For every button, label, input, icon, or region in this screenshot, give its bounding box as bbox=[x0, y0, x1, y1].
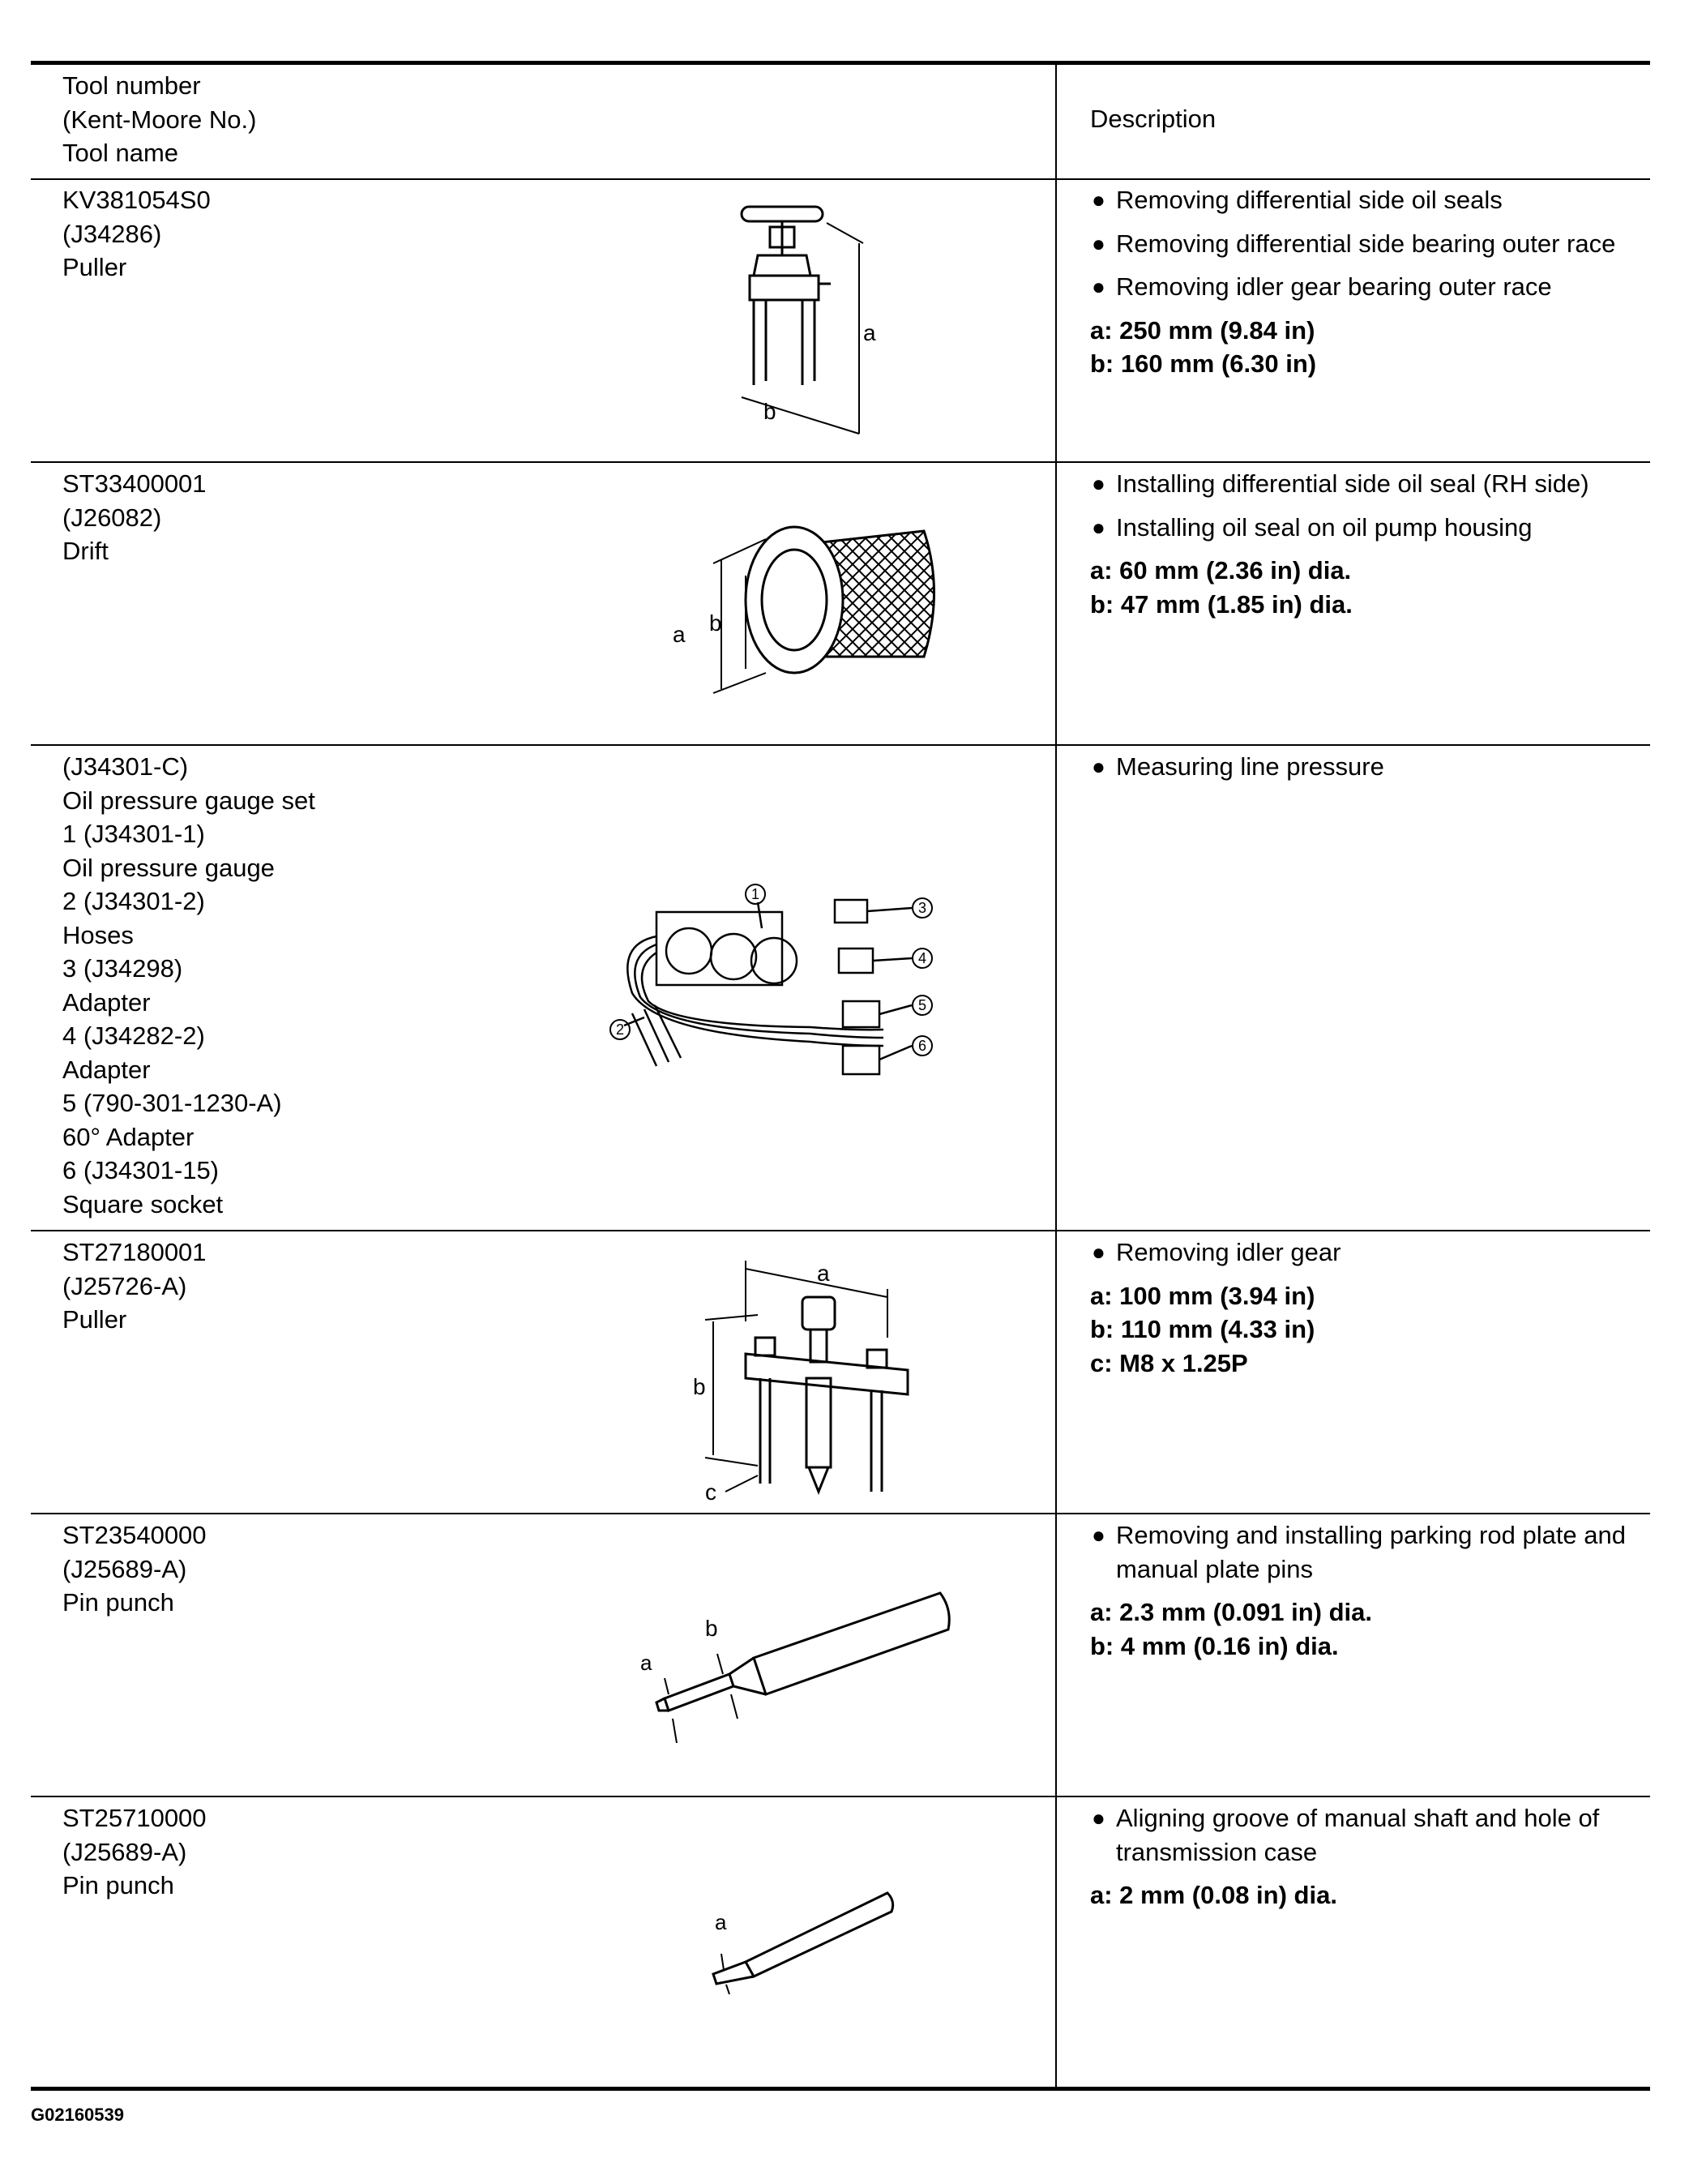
row3-tool-info bbox=[62, 750, 315, 1221]
pin-punch-illustration bbox=[632, 1573, 973, 1743]
description-bullet: ● Removing differential side oil seals bbox=[1092, 186, 1503, 214]
figure-label: 6 bbox=[917, 1038, 927, 1054]
row1-tool-info bbox=[62, 183, 211, 285]
description-bullet: ● Installing differential side oil seal (RH side) bbox=[1092, 469, 1589, 498]
description-bullet: ● Aligning groove of manual shaft and hole of transmission case bbox=[1092, 1804, 1600, 1866]
row5-description bbox=[1090, 1518, 1641, 1663]
figure-label: 1 bbox=[750, 886, 760, 902]
component-name: Square socket bbox=[62, 1189, 224, 1218]
table-top-rule bbox=[31, 61, 1650, 65]
figure-label: a bbox=[673, 622, 686, 647]
kent-moore-number: (J26082) bbox=[62, 503, 162, 532]
row6-tool-info bbox=[62, 1801, 207, 1903]
figure-label: a bbox=[863, 320, 876, 345]
figure-label: 2 bbox=[615, 1021, 625, 1038]
puller-illustration bbox=[721, 199, 883, 442]
row-divider bbox=[31, 1796, 1650, 1797]
figure-label: a bbox=[817, 1261, 830, 1286]
row-divider bbox=[31, 1230, 1650, 1231]
row-divider bbox=[31, 744, 1650, 746]
row4-description bbox=[1090, 1235, 1641, 1380]
table-bottom-rule bbox=[31, 2087, 1650, 2091]
header-tool-line: (Kent-Moore No.) bbox=[62, 105, 257, 134]
row4-tool-info bbox=[62, 1235, 207, 1337]
tool-name: Puller bbox=[62, 1305, 127, 1334]
spec-line: a: 250 mm (9.84 in) bbox=[1090, 315, 1315, 345]
drift-illustration bbox=[665, 519, 956, 705]
row-divider bbox=[31, 178, 1650, 180]
figure-label: b bbox=[705, 1616, 718, 1641]
description-bullet: ● Removing differential side bearing outer race bbox=[1092, 229, 1616, 258]
figure-label: b bbox=[709, 610, 722, 636]
figure-label: a bbox=[640, 1651, 652, 1675]
tool-name: Oil pressure gauge set bbox=[62, 786, 315, 815]
row6-description bbox=[1090, 1801, 1641, 1912]
tool-name: Pin punch bbox=[62, 1588, 174, 1617]
kent-moore-number: (J25726-A) bbox=[62, 1271, 187, 1300]
small-pin-punch-illustration bbox=[697, 1881, 908, 1994]
row2-tool-info bbox=[62, 467, 207, 568]
header-description: Description bbox=[1090, 105, 1217, 133]
idler-puller-illustration bbox=[689, 1257, 924, 1508]
description-bullet: ● Removing and installing parking rod plate and manual plate pins bbox=[1092, 1521, 1627, 1583]
header-tool-column bbox=[62, 69, 256, 170]
component-number: 1 (J34301-1) bbox=[62, 820, 205, 848]
component-number: 4 (J34282-2) bbox=[62, 1021, 205, 1050]
figure-label: 4 bbox=[917, 950, 927, 966]
spec-line: b: 110 mm (4.33 in) bbox=[1090, 1315, 1315, 1343]
spec-line: b: 47 mm (1.85 in) dia. bbox=[1090, 589, 1353, 619]
kent-moore-number: (J34301-C) bbox=[62, 752, 189, 781]
header-tool-line: Tool number bbox=[62, 71, 201, 100]
row5-tool-info bbox=[62, 1518, 207, 1620]
tool-number: ST25710000 bbox=[62, 1804, 207, 1832]
gauge-set-illustration bbox=[608, 880, 948, 1090]
tool-number: ST33400001 bbox=[62, 469, 207, 498]
figure-label: b bbox=[763, 399, 776, 424]
tool-number: KV381054S0 bbox=[62, 186, 211, 214]
row-divider bbox=[31, 1513, 1650, 1514]
kent-moore-number: (J25689-A) bbox=[62, 1837, 187, 1866]
figure-label: 5 bbox=[917, 997, 927, 1013]
component-number: 5 (790-301-1230-A) bbox=[62, 1089, 282, 1117]
row2-description bbox=[1090, 467, 1641, 621]
spec-line: c: M8 x 1.25P bbox=[1090, 1348, 1248, 1377]
component-number: 2 (J34301-2) bbox=[62, 887, 205, 915]
kent-moore-number: (J34286) bbox=[62, 219, 162, 248]
description-bullet: ● Removing idler gear bearing outer race bbox=[1092, 272, 1552, 301]
tool-number: ST23540000 bbox=[62, 1521, 207, 1549]
row1-description bbox=[1090, 183, 1641, 381]
spec-line: b: 4 mm (0.16 in) dia. bbox=[1090, 1631, 1339, 1660]
row-divider bbox=[31, 461, 1650, 463]
figure-code: G02160539 bbox=[31, 2105, 124, 2125]
kent-moore-number: (J25689-A) bbox=[62, 1554, 187, 1583]
header-tool-line: Tool name bbox=[62, 139, 179, 167]
component-name: Oil pressure gauge bbox=[62, 853, 275, 882]
component-number: 3 (J34298) bbox=[62, 954, 183, 983]
figure-label: 3 bbox=[917, 900, 927, 916]
spec-line: a: 100 mm (3.94 in) bbox=[1090, 1281, 1315, 1310]
column-divider bbox=[1055, 63, 1057, 2088]
spec-line: a: 2 mm (0.08 in) dia. bbox=[1090, 1881, 1337, 1909]
description-bullet: ● Installing oil seal on oil pump housing bbox=[1092, 512, 1533, 542]
row3-description bbox=[1090, 750, 1641, 794]
tool-name: Drift bbox=[62, 537, 109, 565]
spec-line: a: 60 mm (2.36 in) dia. bbox=[1090, 556, 1352, 585]
tool-name: Pin punch bbox=[62, 1871, 174, 1899]
description-bullet: ● Measuring line pressure bbox=[1092, 752, 1384, 781]
component-name: Adapter bbox=[62, 1055, 151, 1084]
component-name: Adapter bbox=[62, 987, 151, 1017]
tool-name: Puller bbox=[62, 253, 127, 281]
figure-label: c bbox=[705, 1480, 716, 1505]
description-bullet: ● Removing idler gear bbox=[1092, 1238, 1341, 1266]
component-name: Hoses bbox=[62, 920, 134, 949]
tool-number: ST27180001 bbox=[62, 1238, 207, 1266]
figure-label: b bbox=[693, 1374, 706, 1399]
component-name: 60° Adapter bbox=[62, 1122, 195, 1151]
figure-label: a bbox=[715, 1910, 727, 1934]
spec-line: b: 160 mm (6.30 in) bbox=[1090, 349, 1317, 378]
component-number: 6 (J34301-15) bbox=[62, 1156, 220, 1184]
spec-line: a: 2.3 mm (0.091 in) dia. bbox=[1090, 1598, 1373, 1626]
